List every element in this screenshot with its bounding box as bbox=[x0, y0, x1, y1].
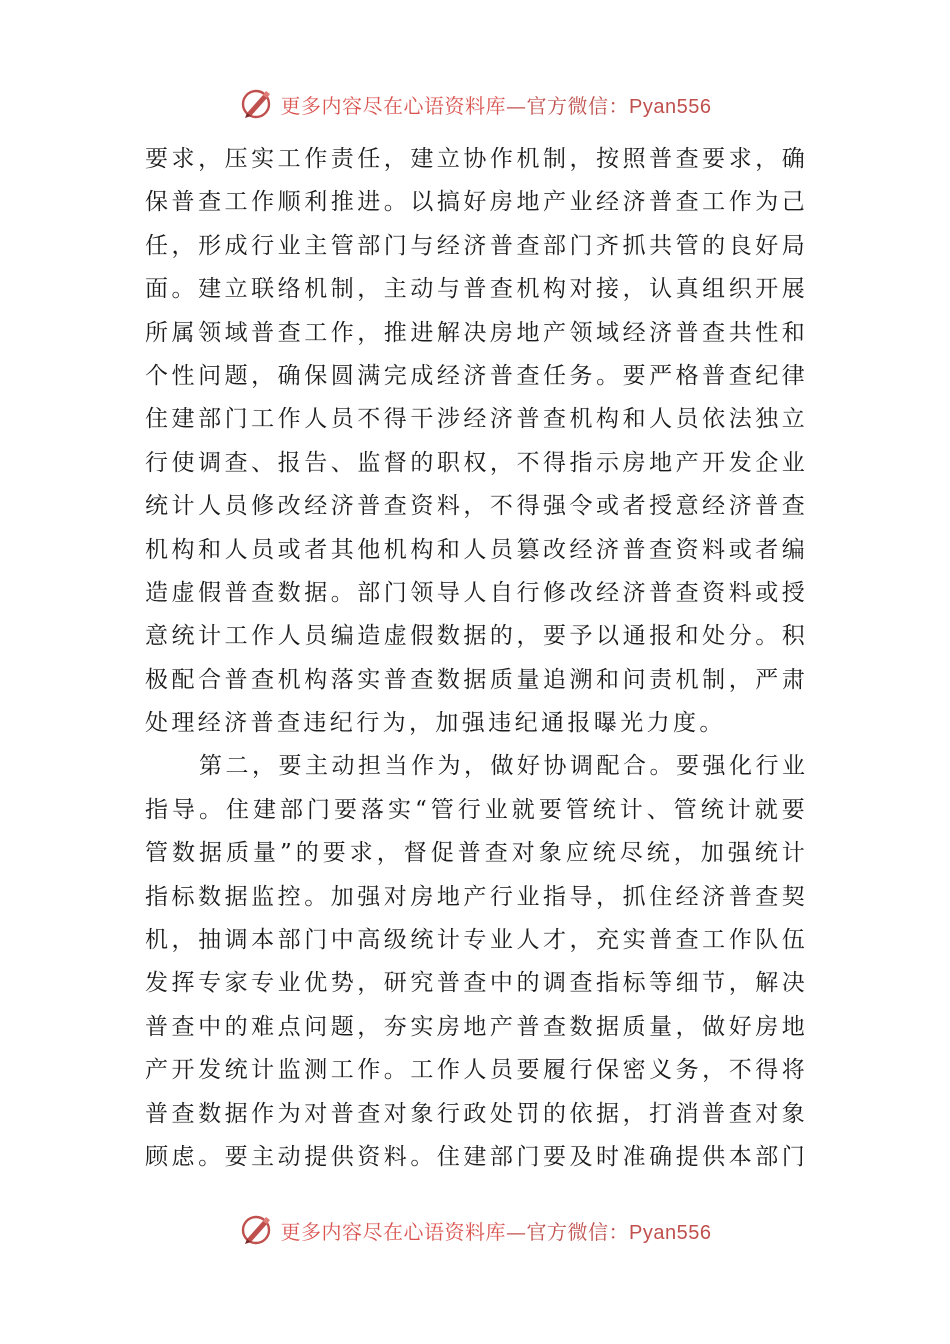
text-line: 机 ， 抽 调 本 部 门 中 高 级 统 计 专 业 人 才 ， 充 实 普 查 工 作 队 伍 bbox=[145, 927, 805, 954]
paragraph bbox=[145, 138, 805, 745]
text-line: 产 开 发 统 计 监 测 工 作 。 工 作 人 员 要 履 行 保 密 义 务 ， 不 得 将 bbox=[145, 1057, 805, 1084]
text-line: 保 普 查 工 作 顺 利 推 进 。 以 搞 好 房 地 产 业 经 济 普 查 工 作 为 己 bbox=[145, 189, 805, 216]
text-line: 造 虚 假 普 查 数 据 。 部 门 领 导 人 自 行 修 改 经 济 普 查 资 料 或 授 bbox=[145, 579, 805, 606]
paragraph bbox=[145, 745, 805, 1179]
text-line: 意 统 计 工 作 人 员 编 造 虚 假 数 据 的 ， 要 予 以 通 报 和 处 分 。 积 bbox=[145, 623, 805, 650]
watermark-text bbox=[281, 90, 712, 119]
pen-logo-icon bbox=[239, 86, 275, 122]
text-line: 个 性 问 题 ， 确 保 圆 满 完 成 经 济 普 查 任 务 。 要 严 格 普 查 纪 律 bbox=[145, 362, 805, 389]
watermark-brand: 更多内容尽在心语资料库 bbox=[280, 1219, 507, 1244]
watermark-account: Pyan556 bbox=[629, 1221, 712, 1244]
text-line: 发 挥 专 家 专 业 优 势 ， 研 究 普 查 中 的 调 查 指 标 等 细 节 ， 解 决 bbox=[145, 970, 805, 997]
watermark-dash: — bbox=[506, 1219, 527, 1244]
watermark-dash: — bbox=[506, 93, 527, 118]
watermark-official: 官方微信： bbox=[526, 93, 630, 118]
watermark-account: Pyan556 bbox=[629, 95, 712, 118]
text-line: 要 求 ， 压 实 工 作 责 任 ， 建 立 协 作 机 制 ， 按 照 普 查 要 求 ， 确 bbox=[145, 146, 805, 172]
text-line: 极 配 合 普 查 机 构 落 实 普 查 数 据 质 量 追 溯 和 问 责 机 制 ， 严 肃 bbox=[145, 666, 805, 693]
text-line: 处理经济普查违纪行为，加强违纪通报曝光力度。 bbox=[145, 710, 726, 737]
watermark-brand: 更多内容尽在心语资料库 bbox=[280, 93, 507, 118]
text-line: 任 ， 形 成 行 业 主 管 部 门 与 经 济 普 查 部 门 齐 抓 共 管 的 良 好 局 bbox=[145, 232, 805, 259]
text-line: 普 查 中 的 难 点 问 题 ， 夯 实 房 地 产 普 查 数 据 质 量 ， 做 好 房 地 bbox=[145, 1013, 805, 1040]
text-line: 指 标 数 据 监 控 。 加 强 对 房 地 产 行 业 指 导 ， 抓 住 经 济 普 查 契 bbox=[145, 883, 805, 910]
text-line: 普 查 数 据 作 为 对 普 查 对 象 行 政 处 罚 的 依 据 ， 打 消 普 查 对 象 bbox=[145, 1100, 805, 1127]
text-line: 行 使 调 查 、 报 告 、 监 督 的 职 权 ， 不 得 指 示 房 地 产 开 发 企 业 bbox=[145, 449, 805, 476]
watermark-official: 官方微信： bbox=[526, 1219, 630, 1244]
text-line: 所 属 领 域 普 查 工 作 ， 推 进 解 决 房 地 产 领 域 经 济 普 查 共 性 和 bbox=[145, 319, 805, 346]
text-line: 统 计 人 员 修 改 经 济 普 查 资 料 ， 不 得 强 令 或 者 授 意 经 济 普 查 bbox=[145, 493, 805, 520]
text-line: 顾 虑 。 要 主 动 提 供 资 料 。 住 建 部 门 要 及 时 准 确 提 供 本 部 门 bbox=[145, 1143, 805, 1170]
footer-watermark bbox=[0, 1208, 950, 1252]
text-line: 机 构 和 人 员 或 者 其 他 机 构 和 人 员 篡 改 经 济 普 查 资 料 或 者 编 bbox=[145, 536, 805, 563]
text-line: 管 数 据 质 量 ” 的 要 求 ， 督 促 普 查 对 象 应 统 尽 统 ， 加 强 统 计 bbox=[145, 840, 805, 867]
text-line: 住 建 部 门 工 作 人 员 不 得 干 涉 经 济 普 查 机 构 和 人 员 依 法 独 立 bbox=[145, 406, 805, 433]
text-line: 指 导 。 住 建 部 门 要 落 实 “ 管 行 业 就 要 管 统 计 、 管 统 计 就 要 bbox=[145, 796, 805, 823]
document-body bbox=[145, 138, 805, 1179]
header-watermark bbox=[0, 82, 950, 126]
text-line: 第 二 ， 要 主 动 担 当 作 为 ， 做 好 协 调 配 合 。 要 强 化 行 业 bbox=[199, 753, 805, 780]
watermark-text bbox=[281, 1216, 712, 1245]
text-line: 面 。 建 立 联 络 机 制 ， 主 动 与 普 查 机 构 对 接 ， 认 真 组 织 开 展 bbox=[145, 276, 805, 303]
pen-logo-icon bbox=[239, 1212, 275, 1248]
